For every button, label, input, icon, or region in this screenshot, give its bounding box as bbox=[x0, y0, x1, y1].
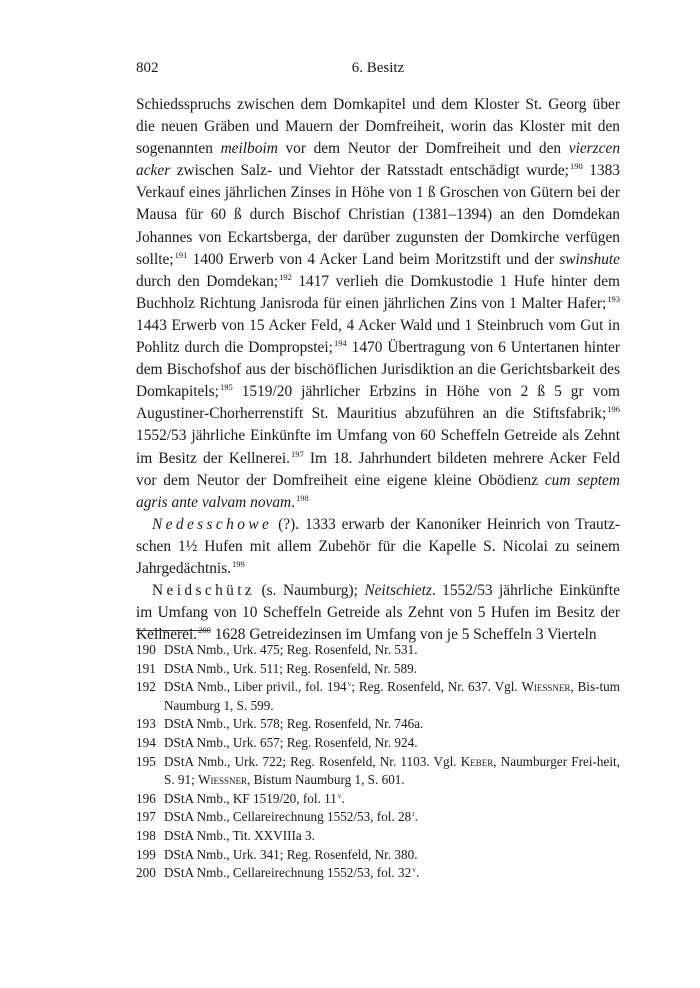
footnote-ref: 192 bbox=[279, 271, 292, 282]
italic-term: cum septem agris ante valvam novam bbox=[136, 471, 620, 511]
footnote-number: 200 bbox=[136, 865, 156, 881]
footnote bbox=[136, 753, 620, 790]
footnote-ref: 194 bbox=[333, 338, 347, 349]
footnote bbox=[136, 641, 620, 660]
footnote-text: . bbox=[414, 809, 419, 825]
paragraph-3 bbox=[136, 580, 620, 646]
place-name: Nedesschowe bbox=[152, 515, 273, 533]
footnote-text: , Bistum Naumburg 1, S. 601. bbox=[247, 772, 405, 788]
footnote-text: DStA Nmb., Urk. 511; Reg. Rosenfeld, Nr. 589. bbox=[164, 660, 417, 676]
footnote-text: DStA Nmb., Urk. 722; Reg. Rosenfeld, Nr. 1103. Vgl. bbox=[164, 753, 461, 769]
author-name: Keber bbox=[460, 753, 494, 769]
text-run: 1519/20 jährlicher Erbzins in Höhe von 2 ß 5 gr vom Augustiner-Chorherrenstift St. Mauritius abzuführen an die Stiftsfabrik; bbox=[136, 383, 620, 423]
footnote-text: ; Reg. Rosenfeld, Nr. 637. Vgl. bbox=[351, 679, 522, 695]
footnote-ref: 198 bbox=[296, 492, 309, 503]
footnote-ref: 196 bbox=[607, 404, 620, 415]
author-name: Wiessner bbox=[521, 679, 571, 695]
footnote-ref: 200 bbox=[198, 625, 211, 636]
footnote-number: 198 bbox=[136, 827, 156, 843]
footnote-number: 190 bbox=[136, 642, 156, 657]
text-run: 1400 Erwerb von 4 Acker Land beim Moritzstift und der bbox=[187, 250, 560, 268]
text-run: . 1552/53 jährliche Einkünfte im Umfang von 10 Scheffeln Getreide als Zehnt von 5 Hufen im Besitz der Kellnerei. bbox=[136, 582, 620, 644]
footnote-text: . bbox=[415, 865, 420, 881]
footnote bbox=[136, 790, 620, 809]
text-run: durch den Domdekan; bbox=[136, 272, 279, 290]
footnote-text: DStA Nmb., Tit. XXVIIIa 3. bbox=[164, 827, 315, 843]
text-run: 1417 verlieh die Domkustodie 1 Hufe hinter dem Buchholz Richtung Janisroda für einen jährlichen Zins von 1 Malter Hafer; bbox=[136, 272, 621, 312]
footnote-number: 192 bbox=[136, 679, 156, 695]
text-run: (?). 1333 erwarb der Kanoniker Heinrich von Trautz-schen 1½ Hufen mit allem Zubehör für die Kapelle S. Nicolai zu seinem Jahrgedächtnis. bbox=[136, 515, 620, 577]
footnote-number: 193 bbox=[136, 716, 156, 732]
folio-side: v bbox=[347, 679, 352, 689]
italic-term: meilboim bbox=[220, 140, 278, 158]
text-run: 1383 Verkauf eines jährlichen Zinses in Höhe von 1 ß Groschen von Gütern bei der Mausa für 60 ß durch Bischof Christian (1381–1394) an den Domdekan Johannes von Eckartsberga, der darüber zugunsten der Domkirche verfügen sollte; bbox=[136, 162, 620, 268]
footnote-ref: 195 bbox=[219, 382, 233, 393]
italic-term: swinshute bbox=[559, 250, 620, 268]
italic-term: Neitschietz bbox=[364, 582, 432, 600]
text-run: 1470 Übertragung von 6 Untertanen hinter dem Bischofshof aus der bischöflichen Jurisdiktion an die Gerichtsbarkeit des Domkapitels; bbox=[136, 339, 621, 401]
footnote bbox=[136, 678, 620, 715]
text-run: 1628 Getreidezinsen im Umfang von je 5 Scheffeln 3 Vierteln bbox=[210, 626, 597, 644]
footnotes bbox=[136, 641, 620, 883]
footnote-number: 195 bbox=[136, 753, 156, 769]
page-number: 802 bbox=[136, 60, 159, 76]
footnote-text: DStA Nmb., Liber privil., fol. 194 bbox=[164, 679, 347, 695]
text-run: (s. Naumburg); bbox=[255, 582, 365, 600]
text-run: Im 18. Jahrhundert bildeten mehrere Acker Feld vor dem Neutor der Domfreiheit eine eigene kleine Obödienz bbox=[136, 449, 620, 489]
running-header bbox=[136, 60, 620, 82]
footnote-text: DStA Nmb., Urk. 475; Reg. Rosenfeld, Nr. 531. bbox=[164, 642, 418, 657]
italic-term: vierzcen acker bbox=[136, 140, 621, 180]
footnote-ref: 197 bbox=[290, 448, 304, 459]
footnote-separator bbox=[136, 630, 210, 631]
footnote bbox=[136, 715, 620, 734]
running-title: 6. Besitz bbox=[351, 60, 405, 76]
footnote-text: DStA Nmb., Urk. 341; Reg. Rosenfeld, Nr. 380. bbox=[164, 846, 418, 862]
footnote-number: 196 bbox=[136, 790, 156, 806]
footnote-number: 191 bbox=[136, 660, 156, 676]
text-run: . bbox=[291, 493, 296, 511]
folio-side: r bbox=[412, 809, 415, 819]
footnote-text: DStA Nmb., Urk. 578; Reg. Rosenfeld, Nr. 746a. bbox=[164, 716, 424, 732]
footnote bbox=[136, 734, 620, 753]
main-text bbox=[136, 94, 620, 646]
folio-side: v bbox=[337, 790, 342, 800]
text-run: zwischen Salz- und Viehtor der Ratsstadt entschädigt wurde; bbox=[170, 162, 569, 180]
footnote-text: , Bis-tum Naumburg 1, S. 599. bbox=[164, 679, 620, 713]
paragraph-2 bbox=[136, 514, 620, 580]
footnote-ref: 193 bbox=[607, 293, 620, 304]
footnote-number: 197 bbox=[136, 809, 156, 825]
footnote bbox=[136, 846, 620, 865]
footnote-number: 194 bbox=[136, 734, 156, 750]
footnote-ref: 199 bbox=[232, 558, 245, 569]
text-run: Schiedsspruchs zwischen dem Domkapitel und dem Kloster St. Georg über die neuen Gräben und Mauern der Domfreiheit, worin das Kloster mit den sogenannten bbox=[136, 96, 620, 158]
place-name: Neidschütz bbox=[152, 582, 256, 600]
footnote bbox=[136, 808, 620, 827]
author-name: Wiessner bbox=[198, 772, 248, 788]
folio-side: v bbox=[412, 865, 416, 875]
footnote-ref: 191 bbox=[174, 249, 188, 260]
footnote-number: 199 bbox=[136, 846, 156, 862]
footnote-text: DStA Nmb., Urk. 657; Reg. Rosenfeld, Nr. 924. bbox=[164, 734, 418, 750]
footnote-text: . bbox=[341, 790, 345, 806]
footnote bbox=[136, 864, 620, 883]
footnote-text: , Naumburger Frei-heit, S. 91; bbox=[164, 753, 620, 788]
footnote-text: DStA Nmb., Cellareirechnung 1552/53, fol. 28 bbox=[164, 809, 412, 825]
footnote bbox=[136, 660, 620, 679]
footnote-ref: 190 bbox=[569, 161, 583, 172]
footnote-text: DStA Nmb., KF 1519/20, fol. 11 bbox=[164, 790, 337, 806]
text-run: 1443 Erwerb von 15 Acker Feld, 4 Acker Wald und 1 Steinbruch vom Gut in Pohlitz durch die Dompropstei; bbox=[136, 316, 620, 357]
paragraph-1 bbox=[136, 94, 620, 514]
footnote bbox=[136, 827, 620, 846]
footnote-text: DStA Nmb., Cellareirechnung 1552/53, fol. 32 bbox=[164, 865, 412, 881]
text-run: 1552/53 jährliche Einkünfte im Umfang von 60 Scheffeln Getreide als Zehnt im Besitz der Kellnerei. bbox=[136, 427, 620, 467]
text-run: vor dem Neutor der Domfreiheit und den bbox=[277, 140, 569, 158]
